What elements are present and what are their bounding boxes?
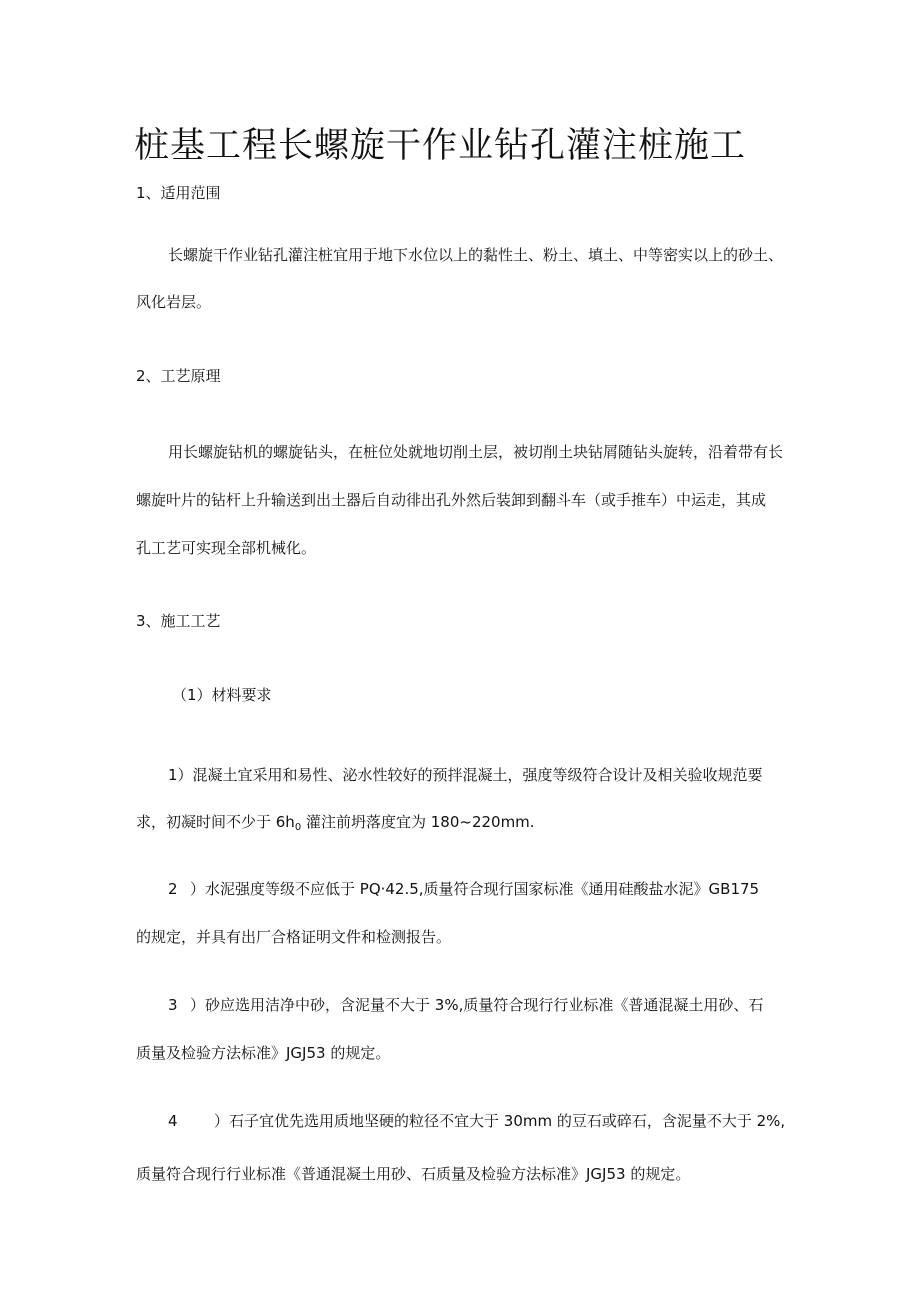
section-2-heading: 2、工艺原理: [136, 367, 221, 385]
item-1-line-1: 1）混凝土宜采用和易性、泌水性较好的预拌混凝土，强度等级符合设计及相关验收规范要: [168, 766, 763, 784]
item-1-line-2: [136, 812, 535, 838]
item-1-line-2-text-b: 灌注前坍落度宜为 180~220mm.: [301, 813, 535, 831]
item-1-subscript: 0: [294, 822, 302, 833]
item-1-line-2-text-a: 求，初凝时间不少于 6h: [136, 813, 295, 831]
item-4-line-1: ）石子宜优先选用质地坚硬的粒径不宜大于 30mm 的豆石或碎石，含泥量不大于 2%,: [214, 1112, 786, 1130]
item-2-line-1: ）水泥强度等级不应低于 PQ·42.5,质量符合现行国家标准《通用硅酸盐水泥》GB175: [190, 880, 760, 898]
item-4-line-2: 质量符合现行行业标准《普通混凝土用砂、石质量及检验方法标准》JGJ53 的规定。: [136, 1165, 691, 1183]
section-3-heading: 3、施工工艺: [136, 612, 221, 630]
section-2-paragraph-line-1: 用长螺旋钻机的螺旋钻头，在桩位处就地切削土层，被切削土块钻屑随钻头旋转，沿着带有长: [168, 443, 784, 461]
item-3-line-2: 质量及检验方法标准》JGJ53 的规定。: [136, 1044, 391, 1062]
item-2-number: 2: [168, 880, 178, 898]
item-3-line-1: ）砂应选用洁净中砂，含泥量不大于 3%,质量符合现行行业标准《普通混凝土用砂、石: [190, 996, 764, 1014]
item-3-number: 3: [168, 996, 178, 1014]
section-1-paragraph-line-1: 长螺旋干作业钻孔灌注桩宜用于地下水位以上的黏性土、粉土、填土、中等密实以上的砂土、: [168, 246, 784, 264]
section-2-paragraph-line-3: 孔工艺可实现全部机械化。: [136, 539, 317, 557]
section-1-paragraph-line-2: 风化岩层。: [136, 293, 212, 311]
page-title: 桩基工程长螺旋干作业钻孔灌注桩施工: [134, 126, 747, 166]
section-1-heading: 1、适用范围: [136, 184, 221, 202]
subsection-1-heading: （1）材料要求: [172, 686, 272, 704]
section-2-paragraph-line-2: 螺旋叶片的钻杆上升输送到出土器后自动徘出孔外然后装卸到翻斗车（或手推车）中运走，其成: [136, 491, 767, 509]
item-2-line-2: 的规定，并具有出厂合格证明文件和检测报告。: [136, 928, 452, 946]
item-4-number: 4: [168, 1112, 178, 1130]
